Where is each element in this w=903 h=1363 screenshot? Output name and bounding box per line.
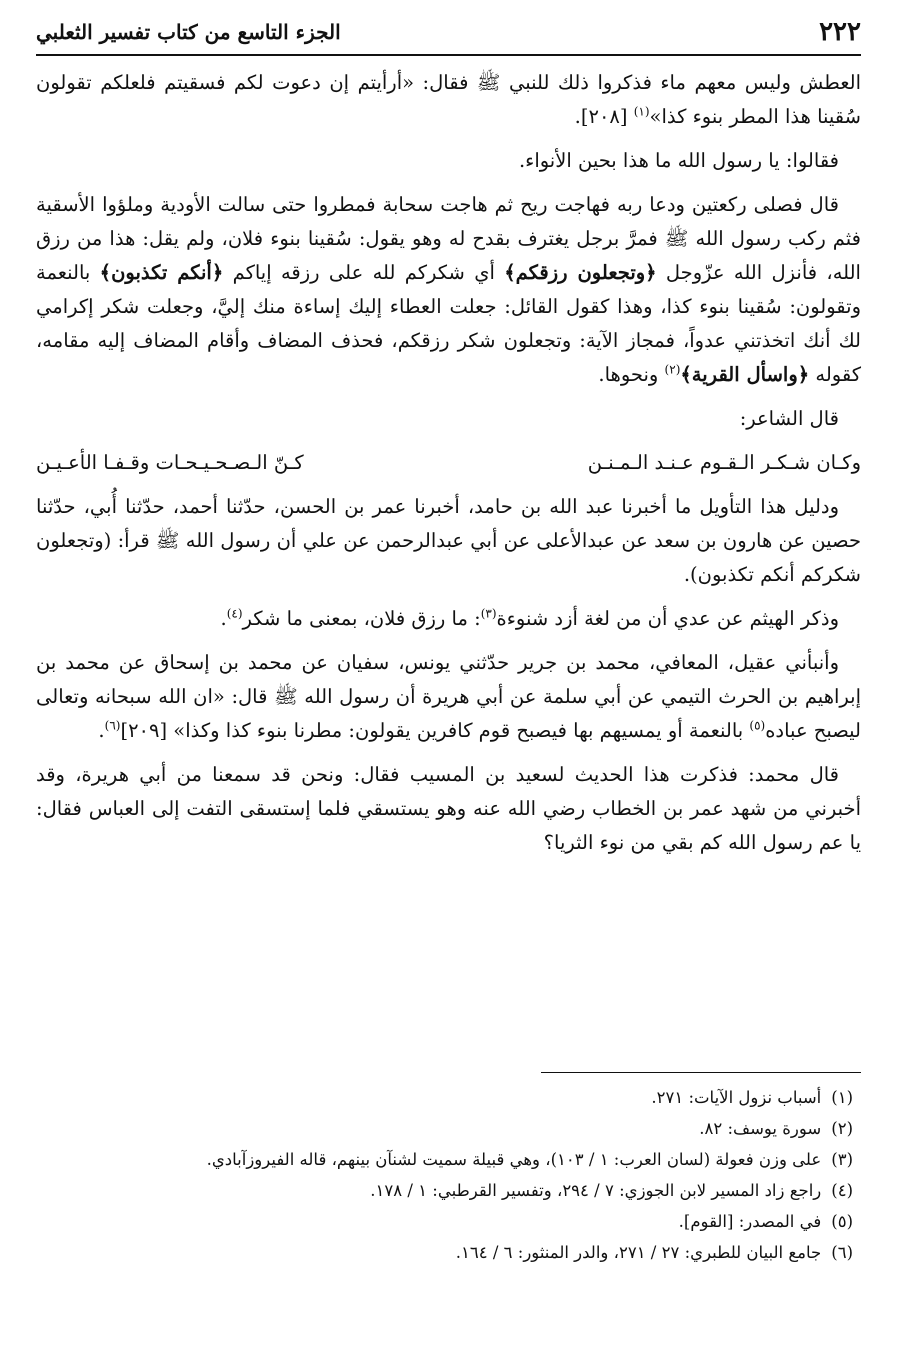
paragraph-7-text-c: .: [98, 719, 105, 742]
footnote-ref-2: (٢): [664, 362, 681, 377]
footnote-ref-3: (٣): [480, 606, 497, 621]
paragraph-7-text-a: وأنبأني عقيل، المعافي، محمد بن جرير حدّثني يونس، سفيان عن محمد بن إسحاق عن محمد بن إبراهيم بن الحرث التيمي عن أبي سلمة عن أبي هريرة أن رسول الله ﷺ قال: «ان الله سبحانه وتعالى ليصبح عباده: [36, 651, 861, 742]
footnote-number: (٢): [831, 1119, 853, 1138]
paragraph-6-text-c: .: [220, 607, 227, 630]
poet-intro: قال الشاعر:: [739, 407, 839, 430]
paragraph-8: قال محمد: فذكرت هذا الحديث لسعيد بن المسيب فقال: ونحن قد سمعنا من أبي هريرة، وقد أخبرني من شهد عمر بن الخطاب رضي الله عنه وهو يستسقي فلما إستسقى التفت إلى العباس فقال: يا عم رسول الله كم بقي من نوء الثريا؟: [36, 763, 861, 854]
footnote-text: على وزن فعولة (لسان العرب: ١ / ١٠٣)، وهي قبيلة سميت لشنآن بينهم، قاله الفيروزآبادي.: [206, 1150, 822, 1169]
quran-quote-1: ﴿وتجعلون رزقكم﴾: [504, 261, 657, 284]
paragraph-6-text-b: : ما رزق فلان، بمعنى ما شكر: [242, 607, 481, 630]
footnote-number: (٥): [831, 1212, 853, 1231]
footnote-item: [36, 1082, 853, 1113]
footnotes-list: [36, 1082, 853, 1268]
page-number: ٢٢٢: [819, 17, 861, 47]
footnote-text: سورة يوسف: ٨٢.: [699, 1119, 822, 1138]
verse-first-hemistich: وكـان شـكـر الـقـوم عـنـد الـمـنـن: [587, 451, 861, 474]
paragraph-5: ودليل هذا التأويل ما أخبرنا عبد الله بن حامد، أخبرنا عمر بن الحسن، حدّثنا أحمد، حدّثنا أُبي، حدّثنا حصين عن هارون بن سعد عن عبدالأعلى عن أبي عبدالرحمن عن علي أن رسول الله ﷺ قرأ: (وتجعلون شكركم أنكم تكذبون).: [36, 495, 861, 586]
paragraph-3-text-a: قال فصلى ركعتين ودعا ربه فهاجت ريح ثم هاجت سحابة فمطروا حتى سالت الأودية وملؤوا الأسقية فثم ركب رسول الله ﷺ فمرَّ برجل يغترف بقدح له وهو يقول: سُقينا بنوء فلان، ولم يقل: هذا من رزق الله، فأنزل الله عزّوجل: [36, 193, 861, 284]
paragraph-1: [36, 66, 861, 134]
page-header: [36, 10, 861, 56]
footnote-text: جامع البيان للطبري: ٢٧ / ٢٧١، والدر المنثور: ٦ / ١٦٤.: [455, 1243, 822, 1262]
footnote-text: في المصدر: [القوم].: [678, 1212, 822, 1231]
footnote-text: راجع زاد المسير لابن الجوزي: ٧ / ٢٩٤، وتفسير القرطبي: ١ / ١٧٨.: [370, 1181, 822, 1200]
footnote-number: (١): [831, 1088, 853, 1107]
running-title: الجزء التاسع من كتاب تفسير الثعلبي: [36, 20, 341, 44]
footnote-ref-5: (٥): [749, 718, 766, 733]
paragraph-6: [36, 602, 861, 636]
paragraph-7-text-b: بالنعمة أو يمسيهم بها فيصبح قوم كافرين يقولون: مطرنا بنوء كذا وكذا» [٢٠٩]: [120, 719, 750, 742]
footnote-ref-4: (٤): [226, 606, 243, 621]
footnote-number: (٦): [831, 1243, 853, 1262]
footnote-item: [36, 1113, 853, 1144]
paragraph-3-text-b: أي شكركم لله على رزقه إياكم: [223, 261, 505, 284]
paragraph-7: [36, 646, 861, 748]
poetry-verse: [36, 446, 861, 480]
footnote-separator: [541, 1072, 861, 1073]
main-text: [36, 66, 861, 870]
footnote-item: [36, 1175, 853, 1206]
paragraph-3-text-c: بالنعمة وتقولون: سُقينا بنوء كذا، وهذا كقول القائل: جعلت العطاء إليك إساءة منك إليَّ، وجعلت شكر إكرامي لك أنك اتخذتني عدواً، فمجاز الآية: وتجعلون شكر رزقكم، فحذف المضاف وأقام المضاف إليه مقامه، كقوله: [36, 261, 861, 386]
paragraph-2: فقالوا: يا رسول الله ما هذا بحين الأنواء.: [518, 149, 839, 172]
quran-quote-2: ﴿أنكم تكذبون﴾: [99, 261, 224, 284]
footnote-item: [36, 1206, 853, 1237]
paragraph-6-text-a: وذكر الهيثم عن عدي أن من لغة أزد شنوءة: [496, 607, 839, 630]
hadith-number-208: [٢٠٨].: [574, 105, 634, 128]
paragraph-1-text: العطش وليس معهم ماء فذكروا ذلك للنبي ﷺ فقال: «أرأيتم إن دعوت لكم فسقيتم فلعلكم تقولون سُقينا هذا المطر بنوء كذا»: [36, 71, 861, 128]
paragraph-3-text-d: ونحوها.: [598, 363, 665, 386]
footnote-ref-1: (١): [633, 104, 650, 119]
verse-second-hemistich: كـنّ الـصـحـيـحـات وقـفـا الأعـيـن: [36, 451, 304, 474]
footnote-item: [36, 1237, 853, 1268]
footnote-number: (٣): [831, 1150, 853, 1169]
paragraph-3: [36, 188, 861, 392]
footnote-ref-6: (٦): [104, 718, 121, 733]
quran-quote-3: ﴿واسأل القرية﴾: [680, 363, 810, 386]
footnote-number: (٤): [831, 1181, 853, 1200]
footnote-item: [36, 1144, 853, 1175]
footnote-text: أسباب نزول الآيات: ٢٧١.: [651, 1088, 822, 1107]
